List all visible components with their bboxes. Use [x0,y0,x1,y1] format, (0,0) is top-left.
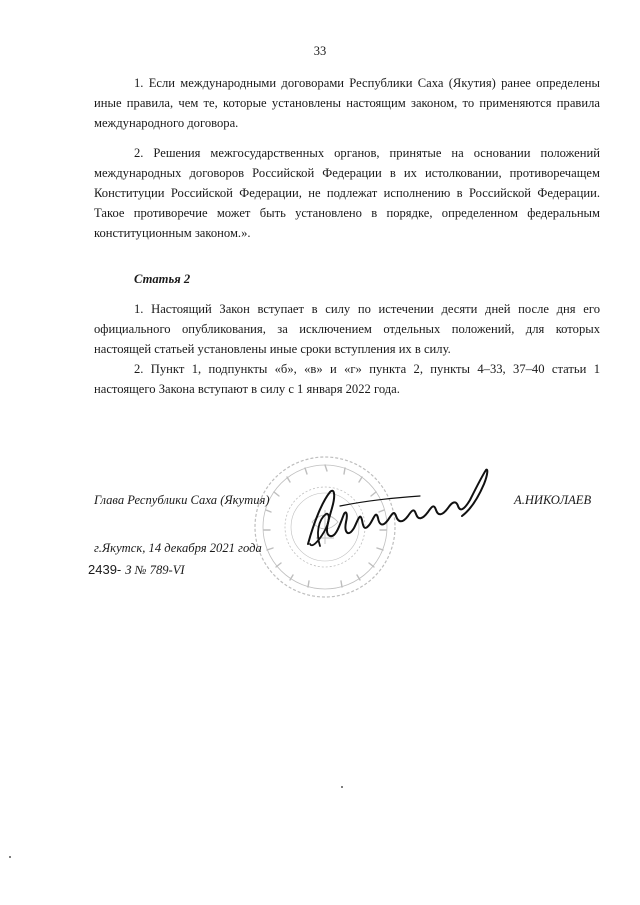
article-heading: Статья 2 [134,272,191,286]
paragraph: 1. Если международными договорами Республики Саха (Якутия) ранее определены иные правила, чем те, которые установлены настоящим законом, то применяются правила международного договора. [94,76,600,130]
paragraph: 2. Пункт 1, подпункты «б», «в» и «г» пункта 2, пункты 4–33, 37–40 статьи 1 настоящего Закона вступают в силу с 1 января 2022 года. [94,362,600,396]
registration-number [88,562,185,578]
article-body [94,299,600,399]
scan-speck [341,786,343,788]
paragraph: 1. Настоящий Закон вступает в силу по истечении десяти дней после дня его официального опубликования, за исключением отдельных положений, для которых настоящей статьей установлены иные сроки вступления их в силу. [94,302,600,356]
paragraph-interstate-decisions [94,143,600,243]
paragraph-international-treaties [94,73,600,133]
handwritten-signature [300,462,500,554]
scan-speck [9,856,11,858]
signatory-name: А.НИКОЛАЕВ [514,493,592,507]
registration-prefix: 2439- [88,562,122,577]
place-and-date: г.Якутск, 14 декабря 2021 года [94,541,262,555]
paragraph: 2. Решения межгосударственных органов, принятые на основании положений международных договоров Российской Федерации в их истолковании, противоречащем Конституции Российской Федерации, не подлежат исполнению в Российской Федерации. Такое противоречие может быть установлено в порядке, определенном федеральным конституционным законом.». [94,146,600,240]
law-number: З № 789-VI [125,563,185,577]
signatory-title: Глава Республики Саха (Якутия) [94,493,270,507]
page-number: 33 [313,44,327,58]
